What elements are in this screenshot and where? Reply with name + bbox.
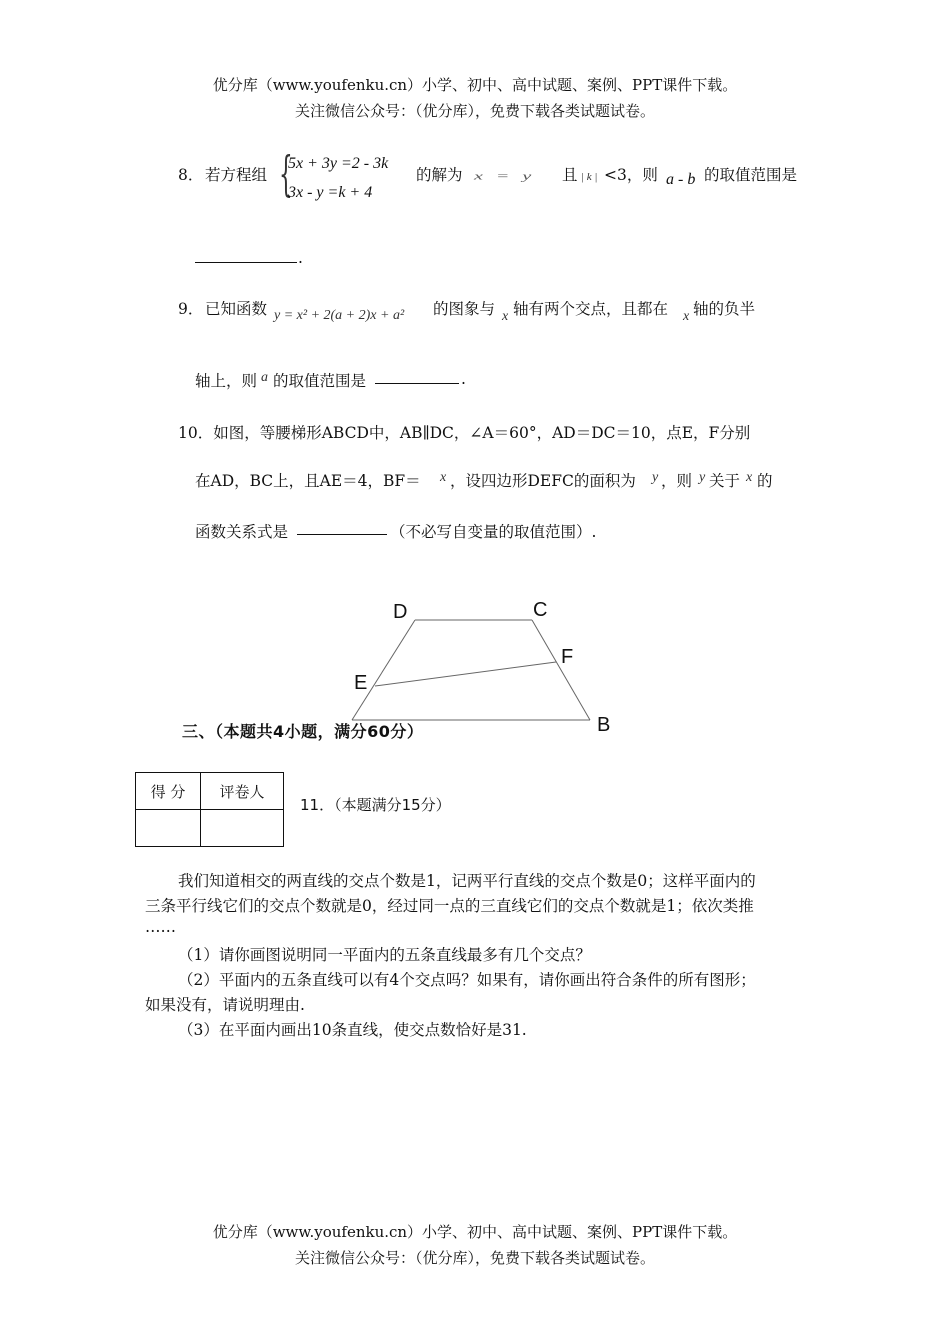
q9-number: 9． [178, 300, 204, 318]
score-header: 得 分 [136, 773, 201, 810]
q8-expr-a-minus-b: a - b [666, 171, 696, 188]
q9-text-b: 的图象与 [433, 300, 496, 318]
q11-paragraph-1b: 三条平行线它们的交点个数就是0，经过同一点的三直线它们的交点个数就是1；依次类推 [145, 897, 754, 915]
q11-title: 11．（本题满分15分） [300, 796, 451, 814]
q11-paragraph-1c: …… [145, 918, 176, 936]
q10-line3-a: 函数关系式是 [195, 523, 289, 541]
label-e: E [354, 672, 368, 694]
q10-line2-b: ，设四边形DEFC的面积为 [450, 472, 636, 490]
edge-da [352, 620, 415, 720]
header-line-1: 优分库（www.youfenku.cn）小学、初中、高中试题、案例、PPT课件下载。 [212, 76, 738, 94]
q9-text-a: 已知函数 [205, 300, 268, 318]
q11-item-2b: 如果没有，请说明理由. [145, 996, 305, 1014]
q8-text-e: 的取值范围是 [704, 166, 798, 184]
q9-line2-b: 的取值范围是 [273, 372, 367, 390]
q8-period: . [298, 249, 303, 267]
q10-x: x [440, 470, 447, 485]
q10-line2-a: 在AD，BC上，且AE＝4，BF＝ [195, 472, 421, 490]
q9-text-d: 轴的负半 [693, 300, 756, 318]
q10-line2-e: 的 [757, 472, 773, 490]
q10-x-2: x [746, 470, 753, 485]
q8-number: 8． [178, 166, 204, 184]
q9-x-2: x [683, 309, 690, 324]
q8-text-d: <3，则 [604, 166, 658, 184]
q8-solution-garbled: x = y [474, 170, 536, 183]
q10-line-1: 10．如图，等腰梯形ABCD中，AB∥DC，∠A＝60°，AD＝DC＝10，点E，F分别 [178, 424, 751, 442]
score-cell [136, 810, 201, 847]
footer-line-2: 关注微信公众号：（优分库），免费下载各类试题试卷。 [294, 1249, 655, 1267]
q10-line3-b: （不必写自变量的取值范围）. [390, 523, 597, 541]
grader-cell [201, 810, 284, 847]
q8-text-c: 且 [562, 166, 578, 184]
q8-text-b: 的解为 [416, 166, 463, 184]
grader-header: 评卷人 [201, 773, 284, 810]
q11-paragraph-1: 我们知道相交的两直线的交点个数是1，记两平行直线的交点个数是0；这样平面内的 [178, 872, 756, 890]
score-table [135, 772, 284, 847]
q11-item-1: （1）请你画图说明同一平面内的五条直线最多有几个交点？ [178, 946, 591, 964]
section-3-title: 三、（本题共4小题，满分60分） [182, 722, 424, 741]
q9-x-1: x [502, 309, 509, 324]
label-d: D [393, 601, 408, 623]
q8-equation-2: 3x - y =k + 4 [288, 184, 373, 201]
q8-text-a: 若方程组 [205, 166, 268, 184]
q8-system-brace: { [279, 146, 293, 202]
label-b: B [597, 714, 611, 736]
q11-item-2: （2）平面内的五条直线可以有4个交点吗？如果有，请你画出符合条件的所有图形； [178, 971, 756, 989]
q9-line2-a: 轴上，则 [195, 372, 258, 390]
q8-abs-k: | k | [581, 171, 598, 183]
q10-line2-d: 关于 [709, 472, 741, 490]
q10-y-1: y [652, 470, 659, 485]
edge-cb [532, 620, 590, 720]
q8-equation-1: 5x + 3y =2 - 3k [288, 155, 389, 172]
segment-ef [375, 662, 556, 686]
label-f: F [561, 646, 574, 668]
q10-line2-c: ，则 [661, 472, 693, 490]
q9-text-c: 轴有两个交点，且都在 [513, 300, 669, 318]
label-c: C [533, 599, 548, 621]
q9-period: . [461, 370, 466, 388]
q9-function: y = x² + 2(a + 2)x + a² [274, 308, 405, 323]
q11-item-3: （3）在平面内画出10条直线，使交点数恰好是31. [178, 1021, 527, 1039]
q9-a: a [261, 370, 268, 385]
footer-line-1: 优分库（www.youfenku.cn）小学、初中、高中试题、案例、PPT课件下载。 [212, 1223, 738, 1241]
q10-y-2: y [699, 470, 706, 485]
header-line-2: 关注微信公众号：（优分库），免费下载各类试题试卷。 [294, 102, 655, 120]
